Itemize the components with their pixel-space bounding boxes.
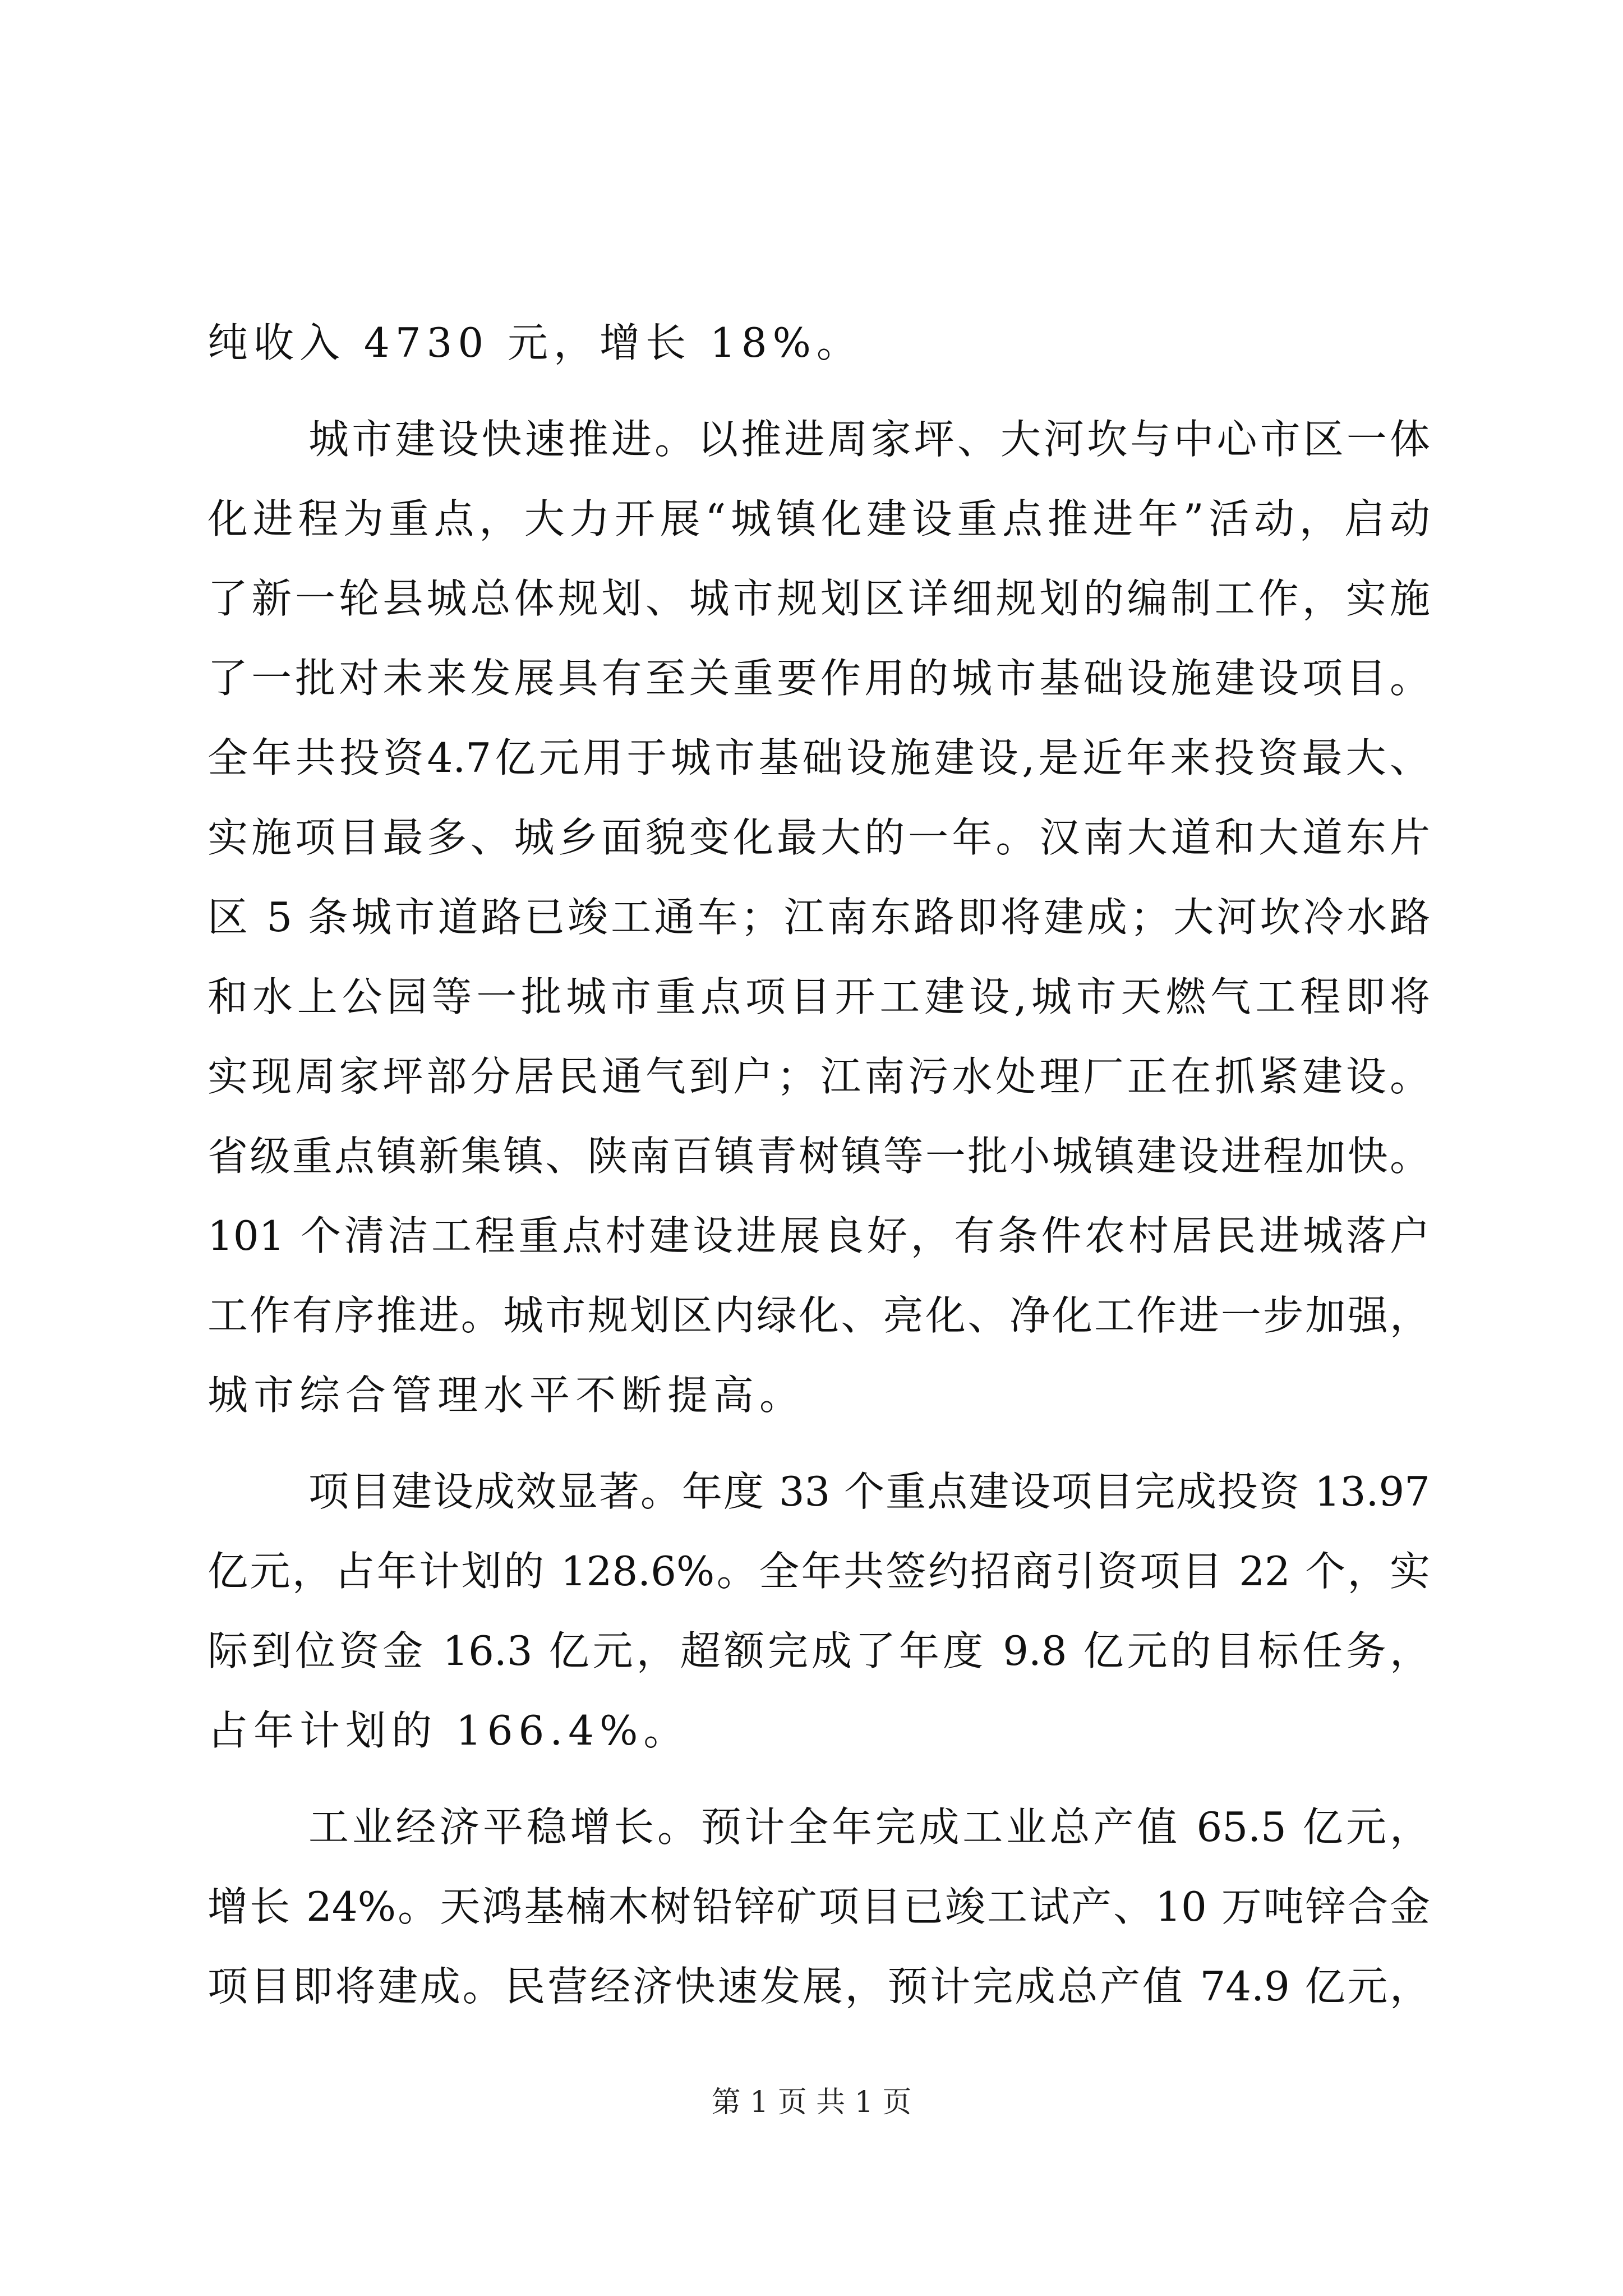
text-line: 城市建设快速推进。以推进周家坪、大河坎与中心市区一体 (308, 416, 1430, 463)
text-line: 占年计划的 166.4%。 (208, 1707, 690, 1754)
text-line: 了一批对未来发展具有至关重要作用的城市基础设施建设项目。 (208, 655, 1430, 702)
text-line: 亿元，占年计划的 128.6%。全年共签约招商引资项目 22 个，实 (208, 1548, 1430, 1595)
text-line: 工业经济平稳增长。预计全年完成工业总产值 65.5 亿元， (308, 1803, 1430, 1851)
text-line: 纯收入 4730 元，增长 18%。 (208, 319, 863, 366)
text-line: 城市综合管理水平不断提高。 (208, 1372, 806, 1419)
text-line: 实施项目最多、城乡面貌变化最大的一年。汉南大道和大道东片 (208, 814, 1430, 861)
text-line: 际到位资金 16.3 亿元，超额完成了年度 9.8 亿元的目标任务， (208, 1627, 1430, 1674)
text-line: 和水上公园等一批城市重点项目开工建设,城市天燃气工程即将 (208, 973, 1430, 1020)
document-body (208, 303, 1430, 2026)
text-line: 实现周家坪部分居民通气到户；江南污水处理厂正在抓紧建设。 (208, 1053, 1430, 1100)
text-line: 工作有序推进。城市规划区内绿化、亮化、净化工作进一步加强， (208, 1292, 1430, 1339)
text-line: 全年共投资4.7亿元用于城市基础设施建设,是近年来投资最大、 (208, 734, 1430, 781)
text-line: 省级重点镇新集镇、陕南百镇青树镇等一批小城镇建设进程加快。 (208, 1133, 1430, 1180)
text-line: 化进程为重点，大力开展“城镇化建设重点推进年”活动，启动 (208, 495, 1430, 542)
text-line: 101 个清洁工程重点村建设进展良好，有条件农村居民进城落户 (208, 1212, 1430, 1259)
text-line: 增长 24%。天鸿基楠木树铅锌矿项目已竣工试产、10 万吨锌合金 (208, 1883, 1430, 1930)
text-line: 项目建设成效显著。年度 33 个重点建设项目完成投资 13.97 (308, 1468, 1430, 1515)
text-line: 区 5 条城市道路已竣工通车；江南东路即将建成；大河坎冷水路 (208, 894, 1430, 941)
text-line: 项目即将建成。民营经济快速发展，预计完成总产值 74.9 亿元， (208, 1963, 1430, 2010)
text-line: 了新一轮县城总体规划、城市规划区详细规划的编制工作，实施 (208, 575, 1430, 622)
page-footer: 第 1 页 共 1 页 (711, 2086, 912, 2119)
